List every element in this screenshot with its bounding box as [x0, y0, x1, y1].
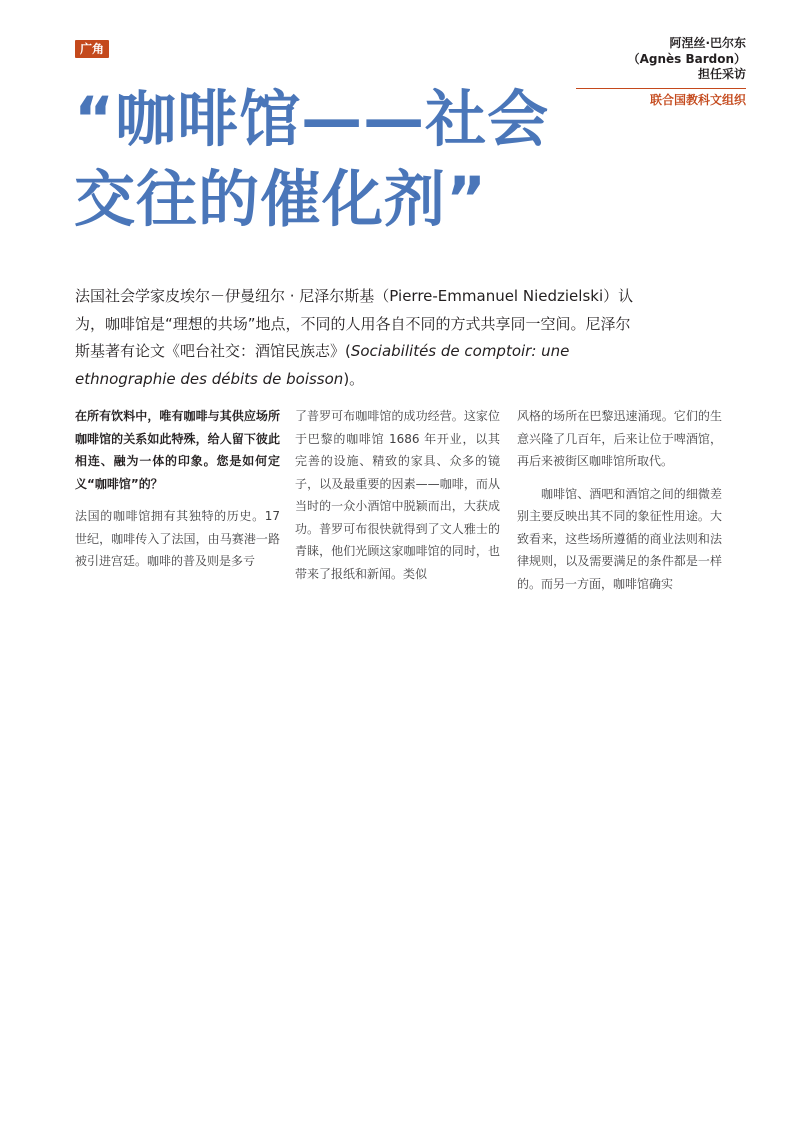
lead-italic-title: Sociabilités de comptoir: une ethnographie des débits de boisson [75, 342, 570, 388]
author-role: 担任采访 [697, 67, 746, 81]
section-tag: 广角 [75, 40, 109, 58]
lead-paragraph [75, 283, 645, 393]
author-name-latin: （Agnès Bardon） [627, 51, 746, 66]
author-name: 阿涅丝·巴尔东 [669, 36, 746, 50]
column-3 [517, 405, 722, 595]
column-2 [295, 405, 500, 585]
article-title [74, 80, 634, 240]
byline-organization: 联合国教科文组织 [649, 92, 746, 107]
title-line-2: 交往的催化剂” [74, 164, 488, 235]
lead-text-1: 法国社会学家皮埃尔－伊曼纽尔 · 尼泽尔斯基（Pierre-Emmanuel Niedzielski）认为，咖啡馆是“理想的共场”地点，不同的人用各自不同的方式共享同一空间。尼泽尔斯基著有论文《吧台社交：酒馆民族志》( [75, 287, 634, 360]
title-line-1: “咖啡馆——社会 [74, 84, 550, 155]
interview-question: 在所有饮料中，唯有咖啡与其供应场所咖啡馆的关系如此特殊，给人留下彼此相连、融为一体的印象。您是如何定义“咖啡馆”的？ [75, 409, 280, 491]
column-1-text: 法国的咖啡馆拥有其独特的历史。17世纪，咖啡传入了法国，由马赛港一路被引进宫廷。咖啡的普及则是多亏 [75, 509, 280, 568]
column-1 [75, 405, 280, 573]
column-2-text: 了普罗可布咖啡馆的成功经营。这家位于巴黎的咖啡馆 1686 年开业，以其完善的设施、精致的家具、众多的镜子，以及最重要的因素——咖啡，而从当时的一众小酒馆中脱颖而出，大获成功。普罗可布很快就得到了文人雅士的青睐，他们光顾这家咖啡馆的同时，也带来了报纸和新闻。类似 [295, 409, 500, 581]
column-3-text-2: 咖啡馆、酒吧和酒馆之间的细微差别主要反映出其不同的象征性用途。大致看来，这些场所遵循的商业法则和法律规则，以及需要满足的条件都是一样的。而另一方面，咖啡馆确实 [517, 486, 722, 591]
lead-text-2: )。 [343, 369, 365, 388]
column-3-text-1: 风格的场所在巴黎迅速涌现。它们的生意兴隆了几百年，后来让位于啤酒馆，再后来被街区咖啡馆所取代。 [517, 409, 722, 468]
